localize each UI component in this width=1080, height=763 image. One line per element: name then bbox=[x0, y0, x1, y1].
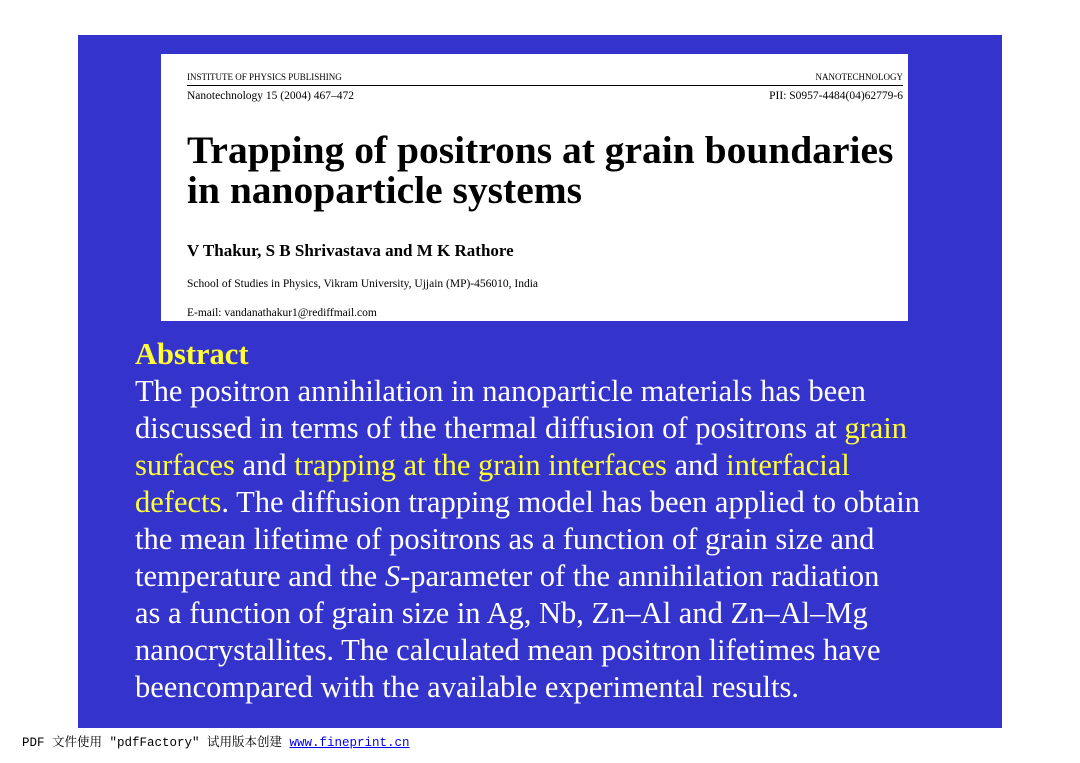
abstract-line bbox=[135, 447, 920, 484]
abstract-line bbox=[135, 632, 920, 669]
paper-title-line: Trapping of positrons at grain boundaries bbox=[187, 128, 894, 172]
abstract-highlight: defects bbox=[135, 485, 222, 519]
abstract-text: beencompared with the available experimental results. bbox=[135, 670, 799, 704]
paper-authors: V Thakur, S B Shrivastava and M K Rathore bbox=[187, 241, 514, 260]
abstract-text: and bbox=[234, 448, 295, 482]
abstract-text: discussed in terms of the thermal diffusion of positrons at bbox=[135, 411, 845, 445]
abstract-line bbox=[135, 410, 920, 447]
paper-email: E-mail: vandanathakur1@rediffmail.com bbox=[187, 307, 377, 319]
watermark-text: PDF 文件使用 "pdfFactory" 试用版本创建 bbox=[22, 736, 290, 750]
abstract-line bbox=[135, 595, 920, 632]
journal-masthead bbox=[187, 71, 903, 83]
abstract-highlight: surfaces bbox=[135, 448, 235, 482]
journal-name: NANOTECHNOLOGY bbox=[815, 72, 903, 82]
paper-header-excerpt bbox=[161, 54, 908, 321]
abstract bbox=[135, 336, 920, 706]
abstract-line bbox=[135, 669, 920, 706]
abstract-line bbox=[135, 484, 920, 521]
abstract-text: . The diffusion trapping model has been applied to obtain bbox=[221, 485, 920, 519]
abstract-text: temperature and the bbox=[135, 559, 385, 593]
abstract-highlight: grain bbox=[844, 411, 907, 445]
citation-row bbox=[187, 90, 903, 103]
paper-affiliation: School of Studies in Physics, Vikram University, Ujjain (MP)-456010, India bbox=[187, 278, 538, 290]
abstract-text: -parameter of the annihilation radiation bbox=[400, 559, 880, 593]
abstract-text: The positron annihilation in nanoparticle materials has been bbox=[135, 374, 866, 408]
paper-title-line: in nanoparticle systems bbox=[187, 168, 582, 212]
abstract-italic-symbol: S bbox=[384, 559, 401, 593]
abstract-text: as a function of grain size in Ag, Nb, Zn–Al and Zn–Al–Mg bbox=[135, 596, 868, 630]
pii: PII: S0957-4484(04)62779-6 bbox=[769, 90, 903, 102]
abstract-line bbox=[135, 558, 920, 595]
paper-title bbox=[187, 130, 908, 210]
fineprint-link[interactable]: www.fineprint.cn bbox=[289, 736, 410, 750]
abstract-highlight: interfacial bbox=[726, 448, 850, 482]
abstract-highlight: trapping at the grain interfaces bbox=[294, 448, 667, 482]
pdf-watermark-footer bbox=[22, 735, 410, 751]
slide bbox=[78, 35, 1002, 728]
abstract-line bbox=[135, 521, 920, 558]
abstract-text: nanocrystallites. The calculated mean positron lifetimes have bbox=[135, 633, 881, 667]
abstract-text: and bbox=[666, 448, 727, 482]
citation: Nanotechnology 15 (2004) 467–472 bbox=[187, 90, 355, 102]
masthead-rule bbox=[187, 85, 903, 86]
abstract-line bbox=[135, 373, 920, 410]
abstract-text: the mean lifetime of positrons as a function of grain size and bbox=[135, 522, 875, 556]
abstract-heading: Abstract bbox=[135, 337, 249, 371]
publisher-name: INSTITUTE OF PHYSICS PUBLISHING bbox=[187, 72, 342, 82]
